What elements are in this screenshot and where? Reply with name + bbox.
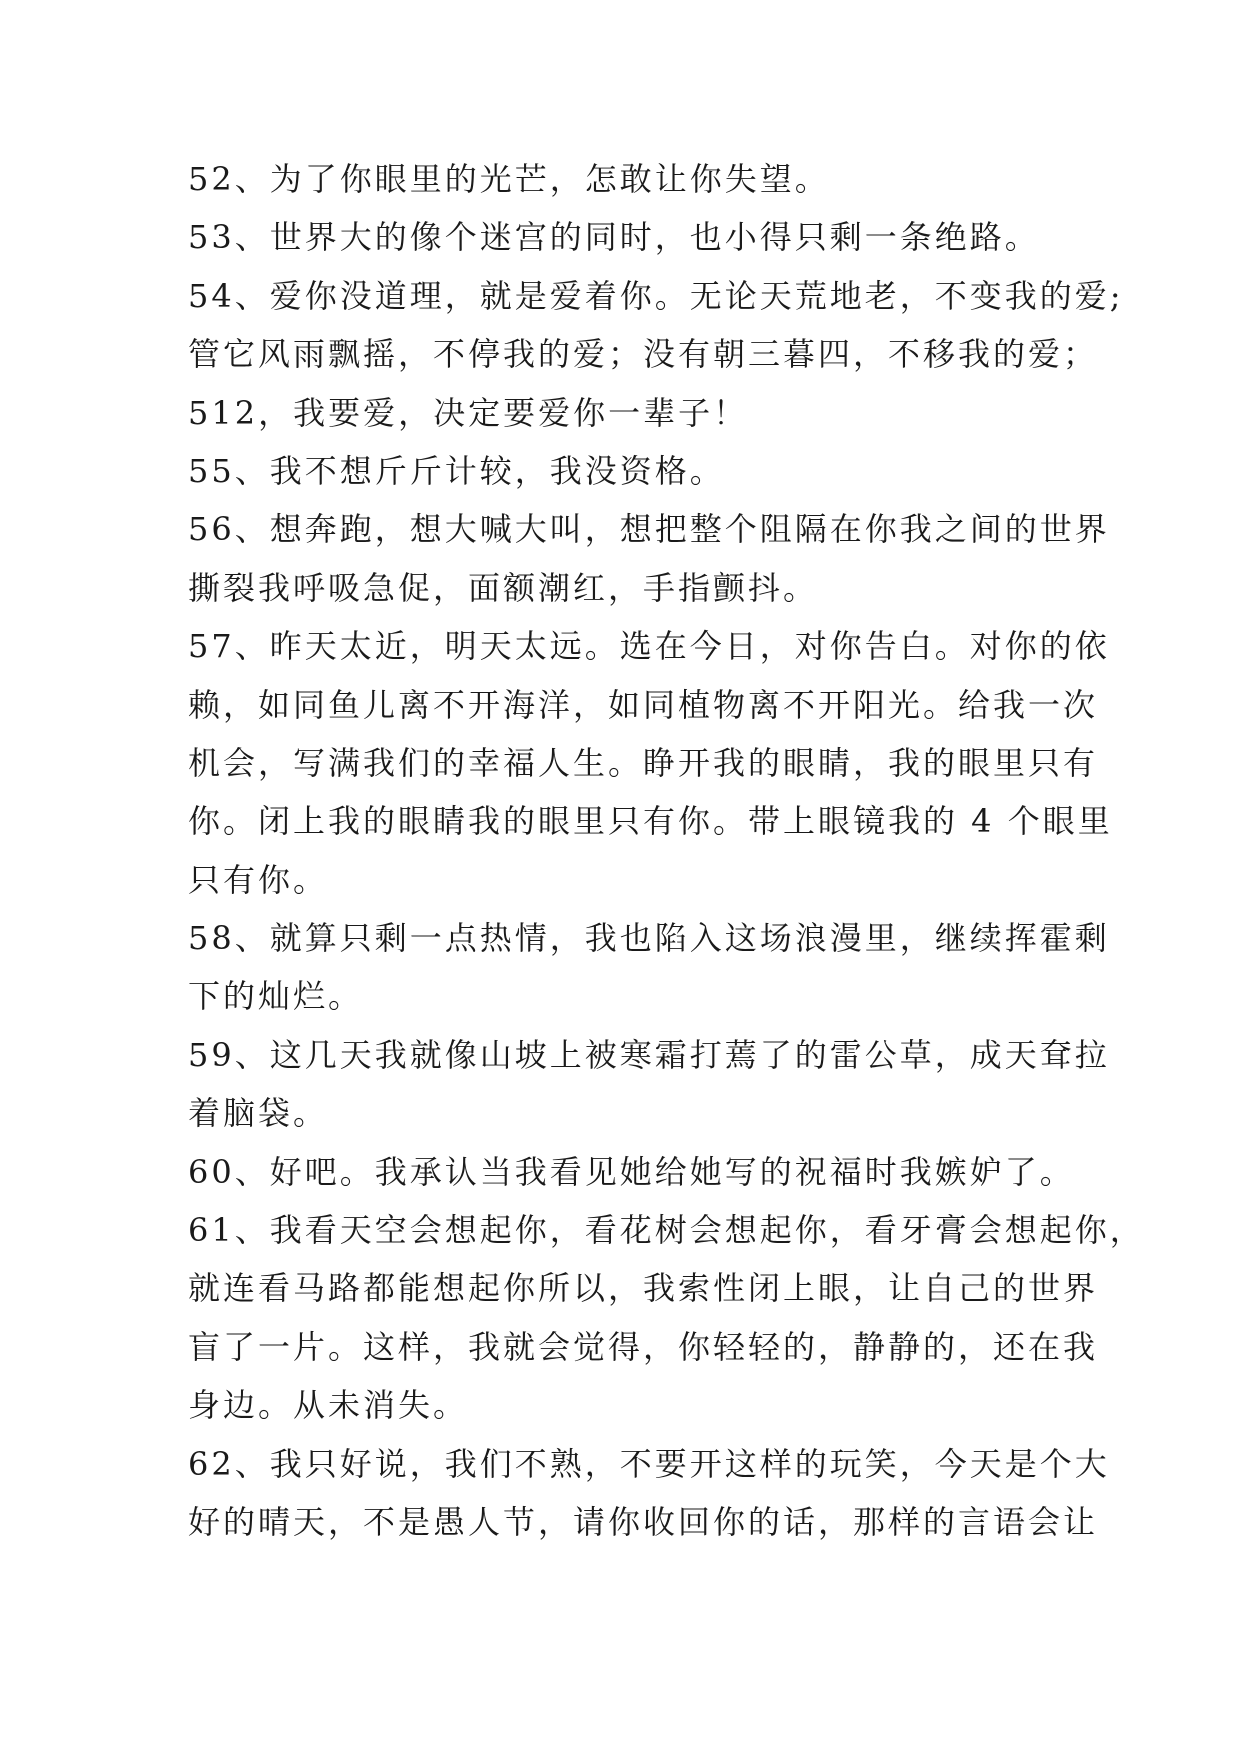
text-line: 58、就算只剩一点热情，我也陷入这场浪漫里，继续挥霍剩 (188, 919, 1110, 958)
text-line: 55、我不想斤斤计较，我没资格。 (188, 451, 725, 490)
text-line: 下的灿烂。 (188, 977, 364, 1016)
text-line: 57、昨天太近，明天太远。选在今日，对你告白。对你的依 (188, 627, 1110, 666)
text-line: 就连看马路都能想起你所以，我索性闭上眼，让自己的世界 (188, 1269, 1099, 1308)
text-line: 机会，写满我们的幸福人生。睁开我的眼睛，我的眼里只有 (188, 743, 1099, 782)
text-line: 56、想奔跑，想大喊大叫，想把整个阻隔在你我之间的世界 (188, 510, 1110, 549)
text-line: 54、爱你没道理，就是爱着你。无论天荒地老，不变我的爱; (188, 276, 1124, 315)
text-line: 61、我看天空会想起你，看花树会想起你，看牙膏会想起你， (188, 1211, 1145, 1250)
text-line: 撕裂我呼吸急促，面额潮红，手指颤抖。 (188, 568, 819, 607)
document-body (188, 150, 1145, 1551)
text-line: 管它风雨飘摇，不停我的爱；没有朝三暮四，不移我的爱； (188, 335, 1099, 374)
text-line: 59、这几天我就像山坡上被寒霜打蔫了的雷公草，成天耷拉 (188, 1035, 1110, 1074)
text-line: 赖，如同鱼儿离不开海洋，如同植物离不开阳光。给我一次 (188, 685, 1099, 724)
text-line: 盲了一片。这样，我就会觉得，你轻轻的，静静的，还在我 (188, 1327, 1099, 1366)
text-line: 你。闭上我的眼睛我的眼里只有你。带上眼镜我的 4 个眼里 (188, 802, 1113, 841)
text-line: 512，我要爱，决定要爱你一辈子！ (188, 393, 749, 432)
text-line: 60、好吧。我承认当我看见她给她写的祝福时我嫉妒了。 (188, 1152, 1075, 1191)
text-line: 着脑袋。 (188, 1094, 329, 1133)
text-line: 身边。从未消失。 (188, 1386, 469, 1425)
text-line: 只有你。 (188, 860, 329, 899)
text-line: 52、为了你眼里的光芒，怎敢让你失望。 (188, 160, 830, 198)
text-line: 好的晴天，不是愚人节，请你收回你的话，那样的言语会让 (188, 1502, 1099, 1541)
text-line: 62、我只好说，我们不熟，不要开这样的玩笑，今天是个大 (188, 1444, 1110, 1483)
text-line: 53、世界大的像个迷宫的同时，也小得只剩一条绝路。 (188, 218, 1040, 257)
